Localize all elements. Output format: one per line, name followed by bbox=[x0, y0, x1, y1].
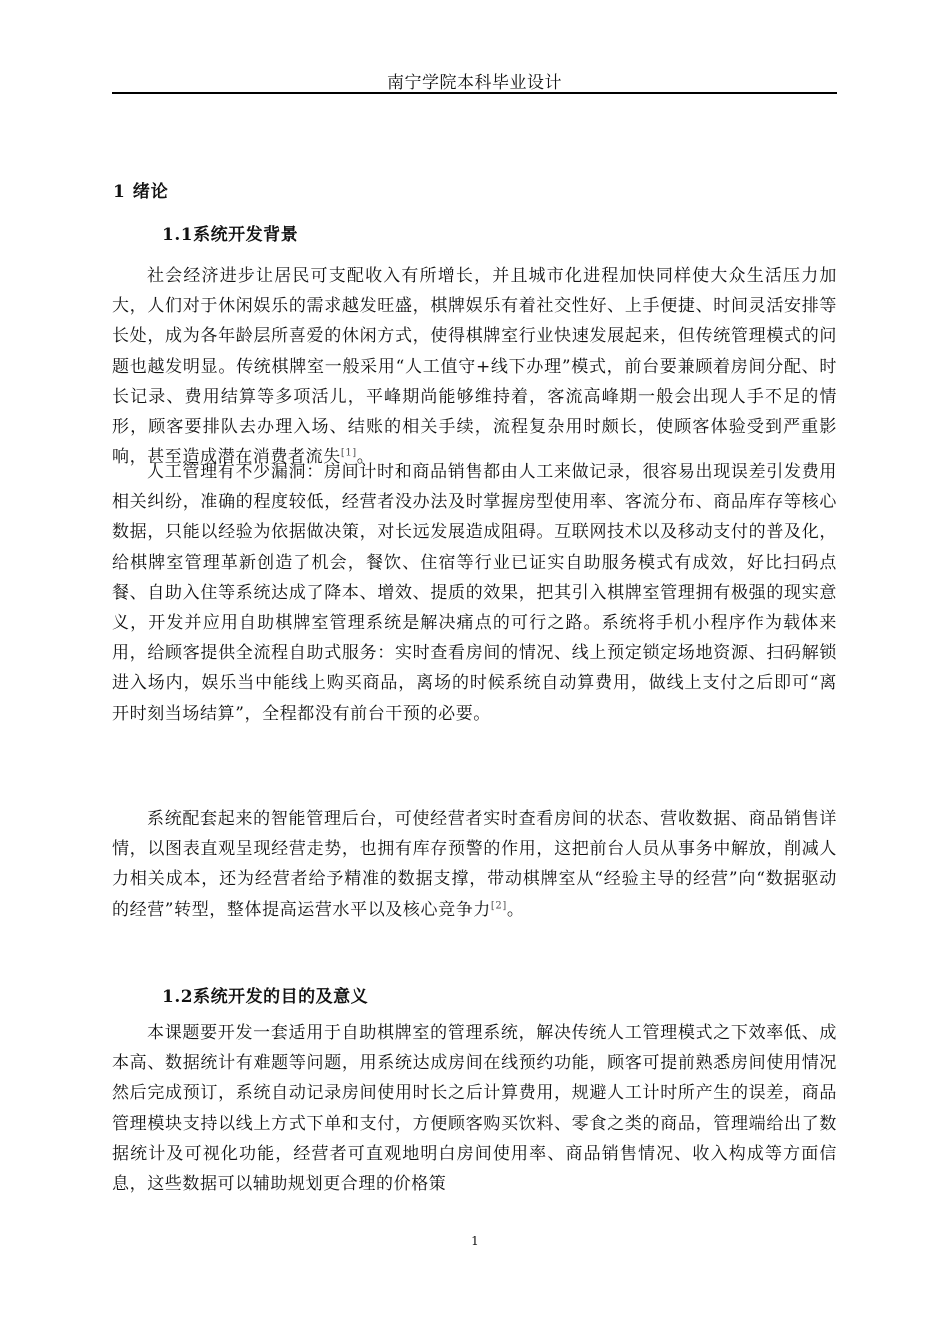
paragraph-end-punct: 。 bbox=[506, 899, 525, 920]
section-heading-1-2: 1.2系统开发的目的及意义 bbox=[162, 987, 369, 1007]
paragraph-text: 人工管理有不少漏洞：房间计时和商品销售都由人工来做记录，很容易出现误差引发费用相关纠纷，准确的程度较低，经营者没办法及时掌握房型使用率、客流分布、商品库存等核心数据，只能以经验为依据做决策，对长远发展造成阻碍。互联网技术以及移动支付的普及化，给棋牌室管理革新创造了机会，餐饮、住宿等行业已证实自助服务模式有成效，好比扫码点餐、自助入住等系统达成了降本、增效、提质的效果，把其引入棋牌室管理拥有极强的现实意义，开发并应用自助棋牌室管理系统是解决痛点的可行之路。系统将手机小程序作为载体来用，给顾客提供全流程自助式服务：实时查看房间的情况、线上预定锁定场地资源、扫码解锁进入场内，娱乐当中能线上购买商品，离场的时候系统自动算费用，做线上支付之后即可“离开时刻当场结算”，全程都没有前台干预的必要。 bbox=[112, 462, 837, 724]
paragraph-background-2 bbox=[112, 457, 837, 729]
paragraph-background-3 bbox=[112, 804, 837, 925]
chapter-heading: 1 绪论 bbox=[113, 182, 169, 202]
page-header-title: 南宁学院本科毕业设计 bbox=[387, 73, 562, 93]
header-rule bbox=[112, 92, 837, 94]
paragraph-text: 系统配套起来的智能管理后台，可使经营者实时查看房间的状态、营收数据、商品销售详情，以图表直观呈现经营走势，也拥有库存预警的作用，这把前台人员从事务中解放，削减人力相关成本，还为经营者给予精准的数据支撑，带动棋牌室从“经验主导的经营”向“数据驱动的经营”转型，整体提高运营水平以及核心竞争力 bbox=[112, 809, 837, 920]
paragraph-background-1 bbox=[112, 261, 837, 472]
page-number: 1 bbox=[471, 1234, 479, 1248]
paragraph-text: 本课题要开发一套适用于自助棋牌室的管理系统，解决传统人工管理模式之下效率低、成本高、数据统计有难题等问题，用系统达成房间在线预约功能，顾客可提前熟悉房间使用情况然后完成预订，系统自动记录房间使用时长之后计算费用，规避人工计时所产生的误差，商品管理模块支持以线上方式下单和支付，方便顾客购买饮料、零食之类的商品，管理端给出了数据统计及可视化功能，经营者可直观地明白房间使用率、商品销售情况、收入构成等方面信息，这些数据可以辅助规划更合理的价格策 bbox=[112, 1023, 837, 1195]
paragraph-end-punct: 。 bbox=[356, 447, 375, 468]
citation-ref-2: [2] bbox=[490, 899, 507, 911]
paragraph-text: 社会经济进步让居民可支配收入有所增长，并且城市化进程加快同样使大众生活压力加大，人们对于休闲娱乐的需求越发旺盛，棋牌娱乐有着社交性好、上手便捷、时间灵活安排等长处，成为各年龄层所喜爱的休闲方式，使得棋牌室行业快速发展起来，但传统管理模式的问题也越发明显。传统棋牌室一般采用“人工值守+线下办理”模式，前台要兼顾着房间分配、时长记录、费用结算等多项活儿，平峰期尚能够维持着，客流高峰期一般会出现人手不足的情形，顾客要排队去办理入场、结账的相关手续，流程复杂用时颇长，使顾客体验受到严重影响，甚至造成潜在消费者流失 bbox=[112, 266, 837, 468]
section-heading-1-1: 1.1系统开发背景 bbox=[162, 225, 299, 245]
citation-ref-1: [1] bbox=[340, 447, 357, 459]
paragraph-purpose-1 bbox=[112, 1018, 837, 1199]
